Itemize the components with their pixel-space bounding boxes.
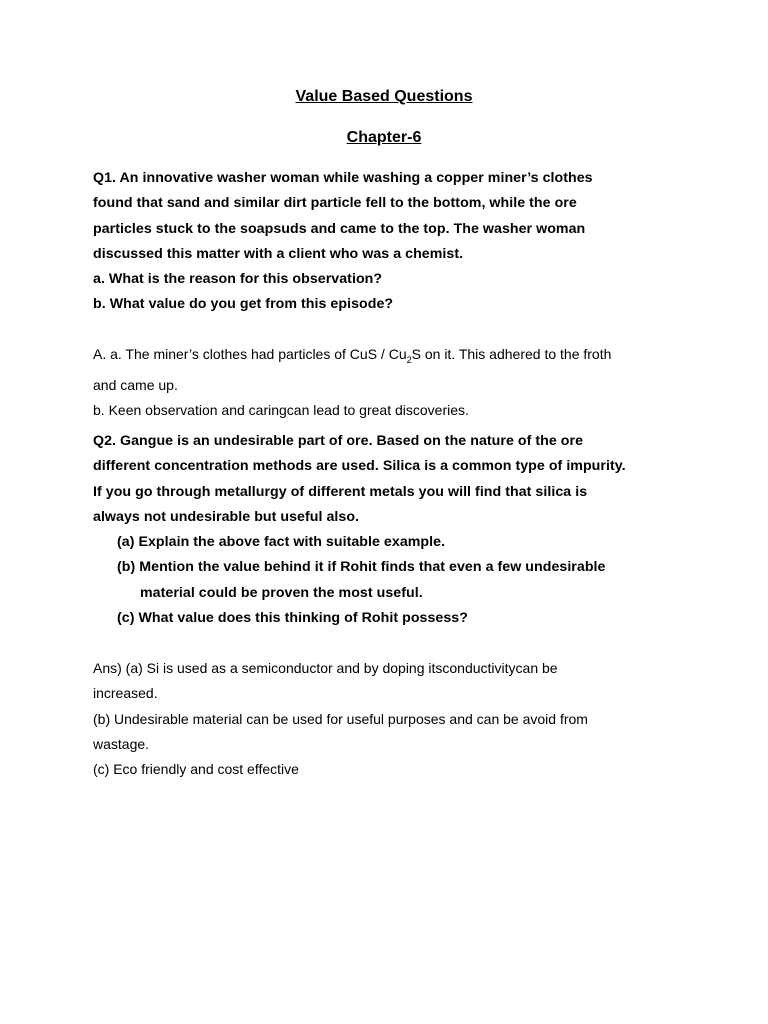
question-2-item-c: (c) What value does this thinking of Rohit possess?: [117, 610, 468, 627]
question-1-line: found that sand and similar dirt particle fell to the bottom, while the ore: [93, 195, 577, 212]
question-2-item-a: (a) Explain the above fact with suitable example.: [117, 534, 446, 551]
question-1-line: discussed this matter with a client who was a chemist.: [93, 245, 464, 262]
answer-2-line: increased.: [93, 685, 158, 702]
answer-2-line: (c) Eco friendly and cost effective: [93, 761, 299, 778]
question-1: [93, 166, 693, 318]
answer-1-part-b: b. Keen observation and caringcan lead to great discoveries.: [93, 402, 469, 419]
answer-2: [93, 656, 693, 782]
answer-1: [93, 342, 693, 424]
question-1-part-b: b. What value do you get from this episode?: [93, 296, 394, 313]
question-2-line: different concentration methods are used. Silica is a common type of impurity.: [93, 458, 626, 475]
question-1-line: particles stuck to the soapsuds and came to the top. The washer woman: [93, 220, 586, 237]
question-2-line: Q2. Gangue is an undesirable part of ore. Based on the nature of the ore: [93, 433, 584, 449]
answer-1-text: A. a. The miner’s clothes had particles of CuS / Cu: [93, 346, 407, 362]
question-2-item-b-cont: material could be proven the most useful.: [140, 584, 423, 601]
chapter-heading: Chapter-6: [346, 129, 422, 146]
question-1-part-a: a. What is the reason for this observation?: [93, 271, 383, 288]
question-1-line: Q1. An innovative washer woman while washing a copper miner’s clothes: [93, 170, 593, 186]
answer-1-line: and came up.: [93, 377, 178, 394]
page-title: Value Based Questions: [295, 88, 473, 105]
answer-2-line: Ans) (a) Si is used as a semiconductor and by doping itsconductivitycan be: [93, 660, 558, 676]
question-2: [93, 429, 693, 631]
subscript: 2: [406, 354, 412, 365]
answer-2-line: wastage.: [93, 735, 150, 752]
question-2-line: always not undesirable but useful also.: [93, 508, 360, 525]
answer-1-text: S on it. This adhered to the froth: [411, 346, 612, 362]
question-2-line: If you go through metallurgy of different metals you will find that silica is: [93, 483, 588, 500]
question-2-item-b: (b) Mention the value behind it if Rohit finds that even a few undesirable: [117, 559, 606, 576]
answer-1-line: [93, 342, 693, 373]
answer-2-line: (b) Undesirable material can be used for useful purposes and can be avoid from: [93, 710, 588, 727]
